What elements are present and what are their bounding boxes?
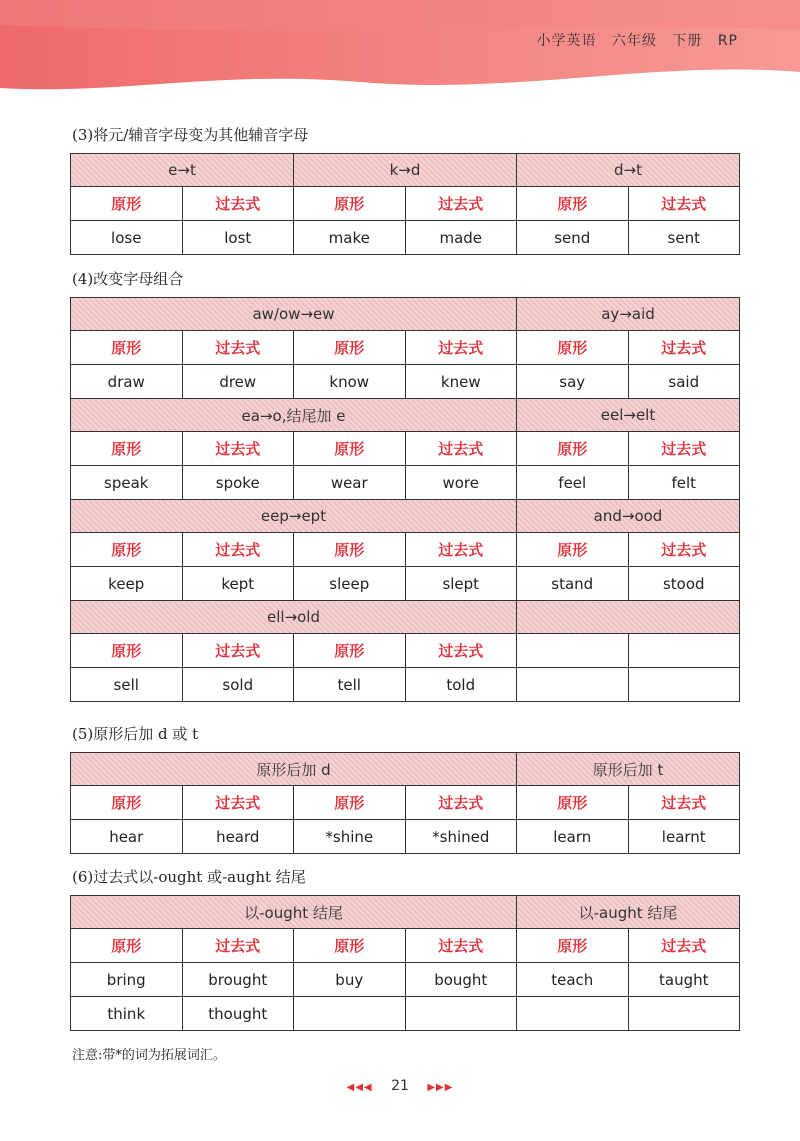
base-label: 原形 xyxy=(71,187,183,221)
past-word: *shined xyxy=(405,820,517,854)
rule-header: eel→elt xyxy=(517,399,740,432)
base-label: 原形 xyxy=(71,786,183,820)
past-label: 过去式 xyxy=(628,929,740,963)
past-label: 过去式 xyxy=(405,929,517,963)
section-title: (4)改变字母组合 xyxy=(72,270,184,288)
past-label: 过去式 xyxy=(405,634,517,668)
footnote: 注意:带*的词为拓展词汇。 xyxy=(72,1048,226,1063)
section-title: (5)原形后加 d 或 t xyxy=(72,725,199,743)
base-word: keep xyxy=(71,567,183,601)
past-word: brought xyxy=(182,963,294,997)
past-label: 过去式 xyxy=(628,187,740,221)
past-word: told xyxy=(405,668,517,702)
base-word: bring xyxy=(71,963,183,997)
base-label: 原形 xyxy=(71,634,183,668)
past-label: 过去式 xyxy=(628,432,740,466)
past-label: 过去式 xyxy=(182,929,294,963)
past-label: 过去式 xyxy=(182,634,294,668)
prev-arrows-icon: ◀◀◀ xyxy=(346,1082,373,1093)
past-word: drew xyxy=(182,365,294,399)
base-word: feel xyxy=(517,466,629,500)
rule-header: d→t xyxy=(517,154,740,187)
past-label: 过去式 xyxy=(405,533,517,567)
empty-cell xyxy=(628,668,740,702)
past-label: 过去式 xyxy=(182,786,294,820)
past-word: sent xyxy=(628,221,740,255)
past-word: slept xyxy=(405,567,517,601)
header-subject: 小学英语 xyxy=(536,33,597,49)
base-label: 原形 xyxy=(294,432,406,466)
past-label: 过去式 xyxy=(405,331,517,365)
rule-header: ell→old xyxy=(71,601,517,634)
section-title: (6)过去式以-ought 或-aught 结尾 xyxy=(72,868,306,886)
rule-header: 以-ought 结尾 xyxy=(71,896,517,929)
verb-table-4 xyxy=(70,297,740,702)
past-label: 过去式 xyxy=(628,533,740,567)
base-word: buy xyxy=(294,963,406,997)
base-label: 原形 xyxy=(294,533,406,567)
past-word: spoke xyxy=(182,466,294,500)
section-title: (3)将元/辅音字母变为其他辅音字母 xyxy=(72,126,309,144)
rule-header: 以-aught 结尾 xyxy=(517,896,740,929)
base-label: 原形 xyxy=(517,533,629,567)
past-word: stood xyxy=(628,567,740,601)
past-word: taught xyxy=(628,963,740,997)
header-grade: 六年级 xyxy=(611,33,657,49)
empty-cell xyxy=(628,997,740,1031)
past-label: 过去式 xyxy=(405,786,517,820)
empty-cell xyxy=(517,668,629,702)
base-label: 原形 xyxy=(71,432,183,466)
next-arrows-icon: ▶▶▶ xyxy=(427,1082,454,1093)
base-word: hear xyxy=(71,820,183,854)
base-word: learn xyxy=(517,820,629,854)
base-label: 原形 xyxy=(71,929,183,963)
past-word: kept xyxy=(182,567,294,601)
verb-table-5 xyxy=(70,752,740,854)
empty-cell xyxy=(294,997,406,1031)
base-label: 原形 xyxy=(294,786,406,820)
empty-header xyxy=(517,601,740,634)
past-word: knew xyxy=(405,365,517,399)
base-label: 原形 xyxy=(517,786,629,820)
base-word: *shine xyxy=(294,820,406,854)
past-word: lost xyxy=(182,221,294,255)
rule-header: 原形后加 t xyxy=(517,753,740,786)
past-word: sold xyxy=(182,668,294,702)
base-word: say xyxy=(517,365,629,399)
past-word: made xyxy=(405,221,517,255)
rule-header: and→ood xyxy=(517,500,740,533)
header-volume: 下册 xyxy=(672,33,703,49)
base-word: make xyxy=(294,221,406,255)
past-label: 过去式 xyxy=(628,331,740,365)
base-label: 原形 xyxy=(294,634,406,668)
base-label: 原形 xyxy=(71,331,183,365)
past-label: 过去式 xyxy=(182,331,294,365)
base-label: 原形 xyxy=(294,331,406,365)
past-label: 过去式 xyxy=(182,432,294,466)
empty-cell xyxy=(517,997,629,1031)
past-word: felt xyxy=(628,466,740,500)
base-word: lose xyxy=(71,221,183,255)
past-word: bought xyxy=(405,963,517,997)
base-label: 原形 xyxy=(517,187,629,221)
page-footer xyxy=(0,1078,800,1094)
base-word: sleep xyxy=(294,567,406,601)
past-label: 过去式 xyxy=(405,187,517,221)
past-label: 过去式 xyxy=(628,786,740,820)
past-label: 过去式 xyxy=(182,187,294,221)
page-number: 21 xyxy=(391,1078,409,1094)
past-word: thought xyxy=(182,997,294,1031)
base-label: 原形 xyxy=(71,533,183,567)
base-word: draw xyxy=(71,365,183,399)
past-word: wore xyxy=(405,466,517,500)
past-word: said xyxy=(628,365,740,399)
rule-header: aw/ow→ew xyxy=(71,298,517,331)
empty-cell xyxy=(628,634,740,668)
verb-table-3 xyxy=(70,153,740,255)
header-banner xyxy=(0,0,800,110)
rule-header: eep→ept xyxy=(71,500,517,533)
base-word: know xyxy=(294,365,406,399)
base-word: wear xyxy=(294,466,406,500)
base-label: 原形 xyxy=(517,432,629,466)
past-word: heard xyxy=(182,820,294,854)
base-word: stand xyxy=(517,567,629,601)
base-label: 原形 xyxy=(517,331,629,365)
rule-header: ea→o,结尾加 e xyxy=(71,399,517,432)
header-edition: RP xyxy=(717,33,738,49)
rule-header: e→t xyxy=(71,154,294,187)
rule-header: k→d xyxy=(294,154,517,187)
rule-header: 原形后加 d xyxy=(71,753,517,786)
header-info xyxy=(526,30,738,50)
base-label: 原形 xyxy=(294,187,406,221)
rule-header: ay→aid xyxy=(517,298,740,331)
empty-cell xyxy=(517,634,629,668)
base-word: sell xyxy=(71,668,183,702)
base-label: 原形 xyxy=(294,929,406,963)
base-word: teach xyxy=(517,963,629,997)
base-word: tell xyxy=(294,668,406,702)
base-label: 原形 xyxy=(517,929,629,963)
base-word: send xyxy=(517,221,629,255)
past-label: 过去式 xyxy=(182,533,294,567)
verb-table-6 xyxy=(70,895,740,1031)
past-label: 过去式 xyxy=(405,432,517,466)
base-word: think xyxy=(71,997,183,1031)
base-word: speak xyxy=(71,466,183,500)
past-word: learnt xyxy=(628,820,740,854)
empty-cell xyxy=(405,997,517,1031)
